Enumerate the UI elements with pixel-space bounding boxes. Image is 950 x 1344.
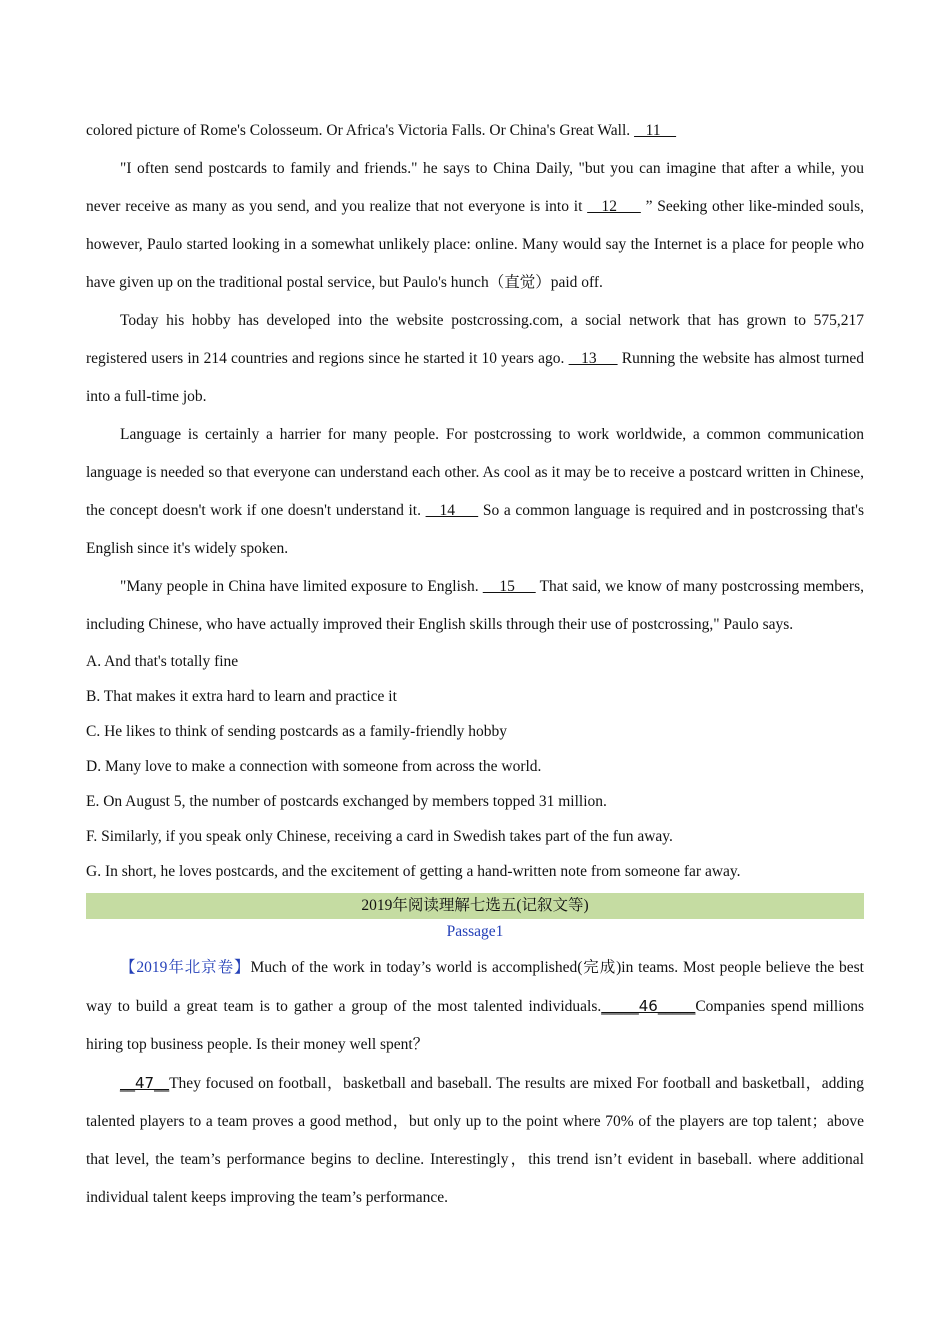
paragraph-a5 [86, 568, 864, 644]
blank-15: 15 [482, 578, 536, 595]
paragraph-text: Running the website has almost turned into a full-time job. [86, 350, 864, 405]
paragraph-text: "Many people in China have limited exposure to English. [120, 578, 483, 595]
paragraph-text: Today his hobby has developed into the website postcrossing.com, a social network that has grown to 575,217 registered users in 214 countries and regions since he started it 10 years ago. [86, 312, 864, 367]
paragraph-text: "I often send postcards to family and friends." he says to China Daily, "but you can imagine that after a while, you never receive as many as you send, and you realize that not everyone is into it [86, 160, 864, 215]
blank-13: 13 [568, 350, 618, 367]
paragraph-text: Language is certainly a harrier for many people. For postcrossing to work worldwide, a common communication language is needed so that everyone can understand each other. As cool as it may be to receive a postcard written in Chinese, the concept doesn't work if one doesn't understand it. [86, 426, 864, 519]
option-e: E. On August 5, the number of postcards exchanged by members topped 31 million. [86, 793, 607, 810]
option-d: D. Many love to make a connection with someone from across the world. [86, 758, 542, 775]
blank-47: __47__ [120, 1074, 170, 1092]
paragraph-a4 [86, 416, 864, 568]
options-list [86, 644, 864, 889]
option-g: G. In short, he loves postcards, and the excitement of getting a hand-written note from someone far away. [86, 863, 741, 880]
paragraph-text: So a common language is required and in postcrossing that's English since it's widely spoken. [86, 502, 864, 557]
blank-14: 14 [425, 502, 479, 519]
source-label: 【2019年北京卷】 [120, 959, 251, 976]
option-a: A. And that's totally fine [86, 653, 239, 670]
paragraph-text: ” Seeking other like-minded souls, however, Paulo started looking in a somewhat unlikely place: online. Many would say the Internet is a place for people who have given up on the traditional postal service, but Paulo's hunch（直觉）paid off. [86, 198, 865, 291]
paragraph-text: They focused on football，basketball and baseball. The results are mixed For football and basketball，adding talented players to a team proves a good method，but only up to the point where 70% of the players are top talent；above that level, the team’s performance begins to decline. Interestingly，this trend isn’t evident in baseball. where additional individual talent keeps improving the team’s performance. [86, 1075, 864, 1206]
section-banner: 2019年阅读理解七选五(记叙文等) [86, 893, 864, 919]
paragraph-a2 [86, 150, 864, 302]
blank-46: _____46_____ [601, 997, 696, 1015]
paragraph-text: colored picture of Rome's Colosseum. Or Africa's Victoria Falls. Or China's Great Wall. [86, 122, 635, 139]
passage-label: Passage1 [446, 923, 504, 940]
paragraph-a3 [86, 302, 864, 416]
blank-11: 11 [634, 122, 677, 139]
paragraph-text: Much of the work in today’s world is accomplished(完成)in teams. Most people believe the best way to build a great team is to gather a group of the most talented individuals. [86, 959, 864, 1015]
option-f: F. Similarly, if you speak only Chinese, receiving a card in Swedish takes part of the fun away. [86, 828, 673, 845]
option-b: B. That makes it extra hard to learn and practice it [86, 688, 397, 705]
blank-12: 12 [587, 198, 641, 215]
paragraph-text: That said, we know of many postcrossing members, including Chinese, who have actually improved their English skills through their use of postcrossing," Paulo says. [86, 578, 865, 633]
option-c: C. He likes to think of sending postcards as a family-friendly hobby [86, 723, 508, 740]
paragraph-a1 [86, 112, 864, 150]
paragraph-b2 [86, 1064, 864, 1217]
paragraph-b1 [86, 949, 864, 1064]
paragraph-text: Companies spend millions hiring top business people. Is their money well spent？ [86, 998, 865, 1053]
document-body [86, 112, 864, 1217]
